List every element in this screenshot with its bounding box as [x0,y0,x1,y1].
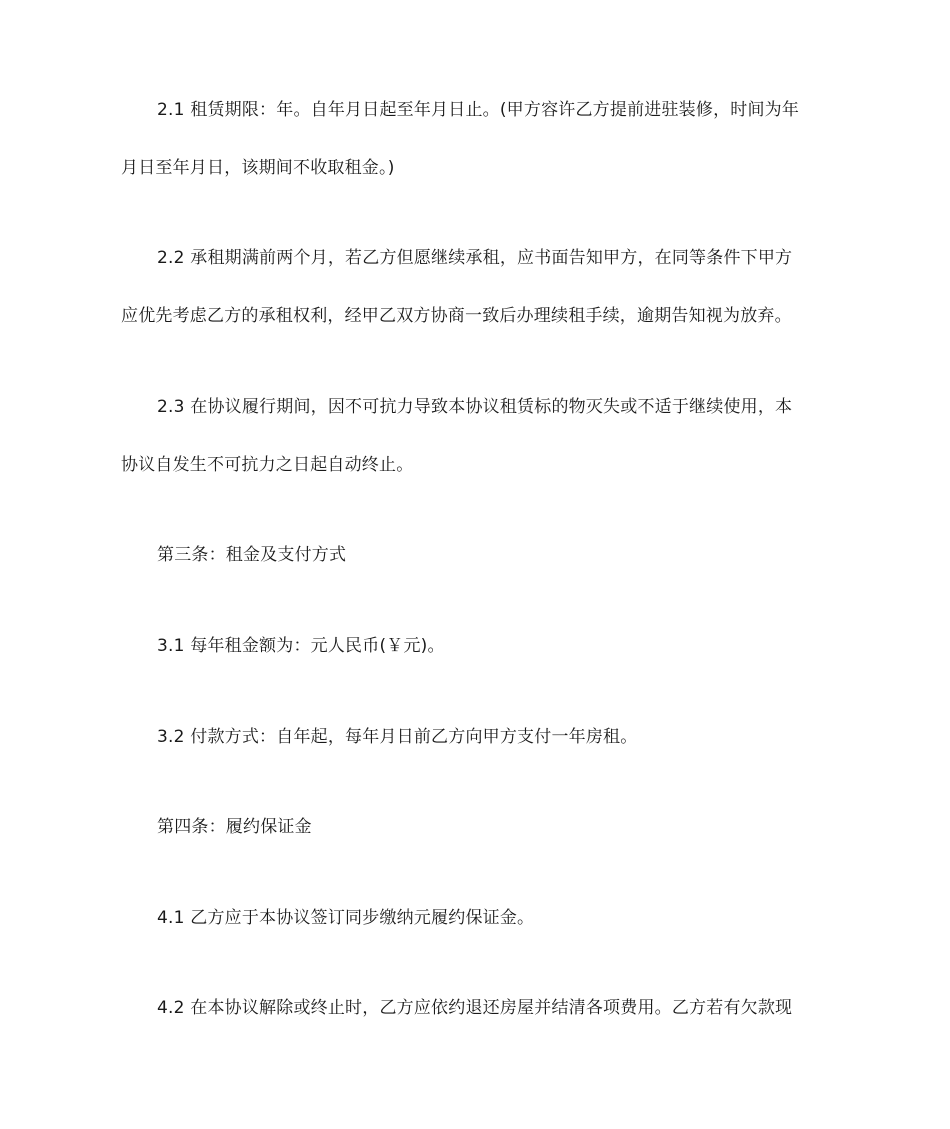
article-4-heading: 第四条：履约保证金 [157,817,312,837]
clause-2-1-line-1: 2.1 租赁期限：年。自年月日起至年月日止。(甲方容许乙方提前进驻装修，时间为年 [157,100,800,120]
clause-2-2-line-1: 2.2 承租期满前两个月，若乙方但愿继续承租，应书面告知甲方，在同等条件下甲方 [157,248,793,268]
clause-4-2-line-1: 4.2 在本协议解除或终止时，乙方应依约退还房屋并结清各项费用。乙方若有欠款现 [157,998,793,1018]
clause-4-1: 4.1 乙方应于本协议签订同步缴纳元履约保证金。 [157,908,535,928]
clause-3-1: 3.1 每年租金额为：元人民币(￥元)。 [157,636,445,656]
clause-2-1-line-2: 月日至年月日，该期间不收取租金。) [121,158,395,178]
clause-2-2-line-2: 应优先考虑乙方的承租权利，经甲乙双方协商一致后办理续租手续，逾期告知视为放弃。 [121,306,792,326]
clause-2-3-line-2: 协议自发生不可抗力之日起自动终止。 [121,455,414,475]
article-3-heading: 第三条：租金及支付方式 [157,545,347,565]
clause-2-3-line-1: 2.3 在协议履行期间，因不可抗力导致本协议租赁标的物灭失或不适于继续使用，本 [157,397,793,417]
clause-3-2: 3.2 付款方式：自年起，每年月日前乙方向甲方支付一年房租。 [157,727,638,747]
